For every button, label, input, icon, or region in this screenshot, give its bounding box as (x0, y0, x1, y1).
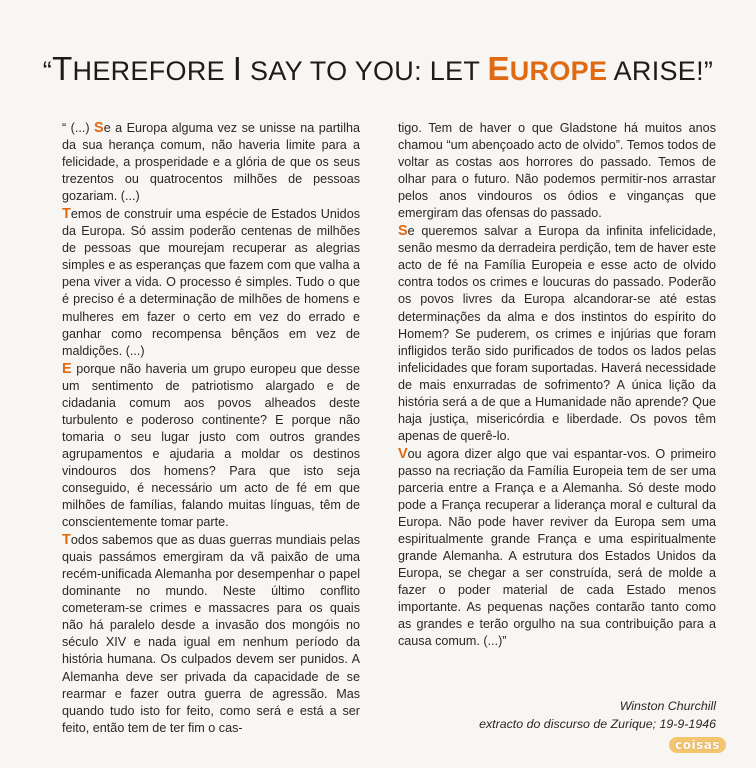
signature-author: Winston Churchill (619, 699, 716, 713)
paragraph-text: e queremos salvar a Europa da infinita infelicidade, senão mesmo da derradeira perdição, tem de haver este acto de fé na Família Europeia e esse acto de olvido contra todos os crimes e loucuras do passado. Poderão os povos livres da Europa alcandorar-se até estas determinações da alma e dos instintos do espírito do Homem? Se puderem, os crimes e injúrias que foram infligidos terão sido purificados de todos os lados pelas infelicidades que foram suportadas. Haverá necessidade de mais enxurradas de sofrimento? A única lição da história será a de que a Humanidade não aprende? Que haja justiça, misericórdia e liberdade. Os povos têm apenas de querê-lo. (398, 224, 716, 443)
title-cap-e: E (487, 50, 510, 87)
title-europe (487, 50, 608, 87)
paragraph-initial: S (94, 120, 104, 136)
paragraph (398, 223, 716, 445)
paragraph (62, 120, 360, 205)
title-end: ARISE!” (607, 56, 714, 86)
title-europe-rest: UROPE (509, 56, 608, 86)
paragraph-initial: E (62, 360, 72, 377)
paragraph (62, 532, 360, 737)
title-open-quote: “ (42, 56, 53, 86)
paragraph-initial: V (398, 445, 408, 462)
title-rest-1: HEREFORE (72, 56, 233, 86)
paragraph-initial: S (398, 223, 408, 240)
paragraph-text: ou agora dizer algo que vai espantar-vos. O primeiro passo na recriação da Família Europeia tem de ser uma parceria entre a França e a Alemanha. Só deste modo pode a França recuperar a liderança moral e cultural da Europa. Não pode haver reviver da Europa sem uma espiritualmente grande França e uma espiritualmente grande Alemanha. A estrutura dos Estados Unidos da Europa, se chegar a ser construída, será de molde a fazer o poder material de cada Estado menos importante. As pequenas nações contarão tanto como as grandes e terão orgulho na sua contribuição para a causa comum. (...)” (398, 446, 716, 649)
paragraph-text: emos de construir uma espécie de Estados Unidos da Europa. Só assim poderão centenas de milhões de pessoas que mourejam recuperar as alegrias simples e as esperanças que fazem com que valha a pena viver a vida. O processo é simples. Tudo o que é preciso é a determinação de milhões de homens e mulheres em fazer o certo em vez do errado e ganhar como recompensa bênçãos em vez de maldições. (...) (62, 207, 360, 358)
paragraph-text: porque não haveria um grupo europeu que desse um sentimento de patriotismo alargado e de cidadania comum aos povos alheados deste turbulento e poderoso continente? E porque não tomaria o seu lugar justo com outros grandes agrupamentos e ajudaria a moldar os destinos vindouros dos homens? Para que isto seja conseguido, é necessário um acto de fé em que milhões de famílias, falando muitas línguas, têm de conscientemente tomar parte. (62, 361, 360, 530)
left-column (62, 120, 360, 737)
paragraph-text: odos sabemos que as duas guerras mundiais pelas quais passámos emergiram da vã paixão de uma recém-unificada Alemanha por desempenhar o papel dominante no mundo. Neste último conflito cometeram-se crimes e massacres para os quais não há paralelo desde a invasão dos mongóis no século XIV e nada igual em nenhum período da história humana. Os culpados devem ser punidos. A Alemanha deve ser privada da capacidade de se rearmar e fazer outra guerra de agressão. Mas quando tudo isto for feito, como será e está a ser feito, então tem de ter fim o cas- (62, 533, 360, 735)
paragraph-text: e a Europa alguma vez se unisse na partilha da sua herança comum, não haveria limite para a felicidade, a prosperidade e a glória de que os seus trezentos ou quatrocentos milhões de pessoas gozariam. (...) (62, 121, 361, 204)
paragraph-initial: T (62, 532, 71, 549)
paragraph-initial: T (62, 206, 71, 223)
paragraph-lead: “ (...) (62, 121, 95, 135)
right-column (398, 120, 716, 650)
paragraph (398, 446, 716, 651)
title-mid: SAY TO YOU: LET (242, 56, 488, 86)
coisas-logo: coisas (669, 737, 726, 753)
signature-block (479, 698, 716, 733)
title-cap-i: I (232, 50, 243, 87)
paragraph-text: tigo. Tem de haver o que Gladstone há muitos anos chamou “um abençoado acto de olvido”. Temos todos de voltar as costas aos horrores do passado. Temos de olhar para o futuro. Não podemos permitir-nos arrastar pelos anos vindouros os ódios e vinganças que emergiram das ofensas do passado. (398, 121, 716, 221)
signature-source: extracto do discurso de Zurique; 19-9-1946 (479, 716, 716, 731)
paragraph (62, 206, 360, 359)
paragraph (398, 120, 716, 222)
paragraph (62, 361, 360, 531)
title-cap-t: T (52, 50, 73, 87)
page-title (0, 50, 756, 88)
